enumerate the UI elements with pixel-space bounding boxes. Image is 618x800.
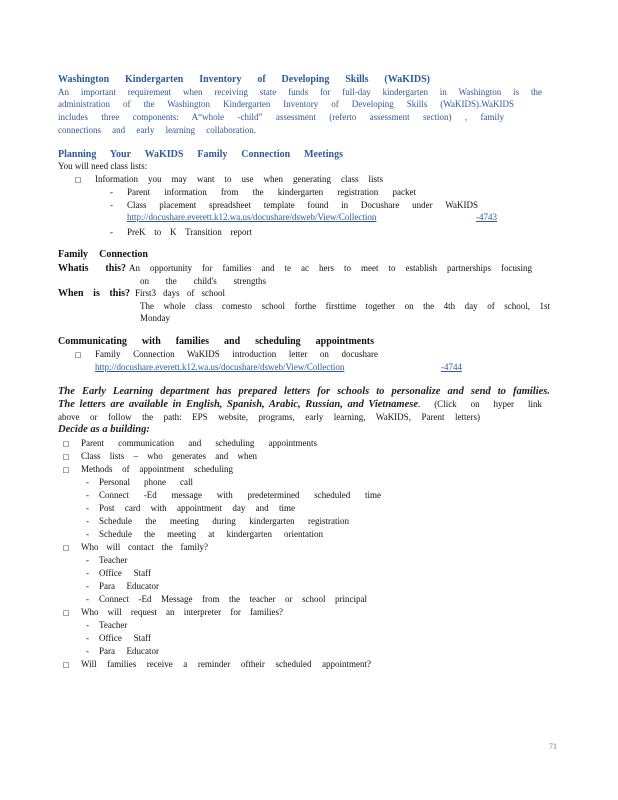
list-bullet (62, 451, 70, 463)
when-is-this-label: When is this? (58, 288, 130, 299)
decide-item: Parent communication and scheduling appointments (81, 438, 317, 448)
dash-bullet: - (86, 555, 89, 565)
bullet (74, 349, 82, 361)
checkbox-bullet-icon: □ (62, 544, 70, 552)
checkbox-bullet-icon: □ (74, 176, 82, 184)
page-number: 71 (549, 742, 557, 751)
list-bullet (62, 542, 70, 554)
dash-bullet: - (86, 516, 89, 526)
what-is-this-text-cont: on the child's strengths (140, 276, 266, 286)
list-bullet (62, 438, 70, 450)
dash-bullet: - (86, 594, 89, 604)
list-bullet (62, 607, 70, 619)
dash-bullet: - (86, 581, 89, 591)
checkbox-bullet-icon: □ (62, 466, 70, 474)
dash-bullet: - (86, 503, 89, 513)
intro-line-1: An important requirement when receiving state funds for full-day kindergarten in Washington is the (58, 87, 542, 97)
what-is-this-text: An opportunity for families and te ac hers to meet to establish partnerships focusing (129, 263, 532, 273)
early-learning-line-2: The letters are available in English, Spanish, Arabic, Russian, and Vietnamese (58, 399, 418, 410)
early-learning-line-2-tail: . (Click on hyper link (418, 399, 542, 409)
decide-heading: Decide as a building: (58, 424, 150, 435)
decide-sub-item: Teacher (99, 555, 128, 565)
dash-bullet: - (86, 568, 89, 578)
docushare-link-4743-suffix[interactable]: -4743 (476, 212, 497, 222)
list-bullet (62, 464, 70, 476)
intro-line-3: includes three components: A“whole -child” assessment (referto assessment section) , family (58, 112, 504, 122)
planning-heading: Planning Your WaKIDS Family Connection Meetings (58, 149, 343, 160)
docushare-link-4744[interactable]: http://docushare.everett.k12.wa.us/docushare/dsweb/View/Collection (95, 362, 345, 372)
info-item: Information you may want to use when generating class lists (95, 174, 383, 184)
when-is-this-text: First3 days of school (135, 288, 225, 298)
dash-bullet: - (86, 490, 89, 500)
decide-item: Methods of appointment scheduling (81, 464, 233, 474)
checkbox-bullet-icon: □ (62, 661, 70, 669)
decide-sub-item: Schedule the meeting at kindergarten orientation (99, 529, 323, 539)
decide-sub-item: Connect -Ed Message from the teacher or school principal (99, 594, 367, 604)
wakids-title: Washington Kindergarten Inventory of Developing Skills (WaKIDS) (58, 74, 430, 85)
dash-bullet: - (110, 227, 113, 237)
early-learning-line-1: The Early Learning department has prepared letters for schools to personalize and send to families. (58, 386, 550, 397)
introduction-letter-item: Family Connection WaKIDS introduction letter on docushare (95, 349, 378, 359)
decide-sub-item: Teacher (99, 620, 128, 630)
decide-sub-item: Para Educator (99, 646, 159, 656)
dash-bullet: - (86, 477, 89, 487)
prek-transition-item: PreK to K Transition report (127, 227, 252, 237)
sub-item-parent-info: Parent information from the kindergarten registration packet (127, 187, 416, 197)
dash-bullet: - (86, 646, 89, 656)
class-lists-intro: You will need class lists: (58, 161, 148, 171)
decide-sub-item: Personal phone call (99, 477, 193, 487)
when-is-this-detail-cont: Monday (140, 313, 170, 323)
intro-line-2: administration of the Washington Kindergarten Inventory of Developing Skills (WaKIDS).WaKIDS (58, 99, 514, 109)
intro-line-4: connections and early learning collaboration. (58, 125, 256, 135)
checkbox-bullet-icon: □ (62, 453, 70, 461)
decide-sub-item: Office Staff (99, 633, 151, 643)
dash-bullet: - (110, 187, 113, 197)
decide-sub-item: Connect -Ed message with predetermined scheduled time (99, 490, 381, 500)
early-learning-line-3: above or follow the path: EPS website, programs, early learning, WaKIDS, Parent letters) (58, 412, 480, 422)
checkbox-bullet-icon: □ (74, 351, 82, 359)
decide-sub-item: Office Staff (99, 568, 151, 578)
decide-item: Will families receive a reminder oftheir scheduled appointment? (81, 659, 371, 669)
family-connection-heading: Family Connection (58, 249, 148, 260)
when-is-this-detail: The whole class comesto school forthe firsttime together on the 4th day of school, 1st (140, 301, 550, 311)
decide-item: Who will request an interpreter for families? (81, 607, 283, 617)
decide-sub-item: Post card with appointment day and time (99, 503, 295, 513)
decide-sub-item: Schedule the meeting during kindergarten registration (99, 516, 349, 526)
what-is-this-label: Whatis this? (58, 263, 126, 274)
sub-item-class-placement: Class placement spreadsheet template found in Docushare under WaKIDS (127, 200, 478, 210)
checkbox-bullet-icon: □ (62, 440, 70, 448)
info-bullet (74, 174, 82, 186)
docushare-link-4743[interactable]: http://docushare.everett.k12.wa.us/docushare/dsweb/View/Collection (127, 212, 377, 222)
dash-bullet: - (110, 200, 113, 210)
dash-bullet: - (86, 620, 89, 630)
decide-item: Class lists – who generates and when (81, 451, 257, 461)
decide-item: Who will contact the family? (81, 542, 208, 552)
docushare-link-4744-suffix[interactable]: -4744 (441, 362, 462, 372)
checkbox-bullet-icon: □ (62, 609, 70, 617)
list-bullet (62, 659, 70, 671)
decide-sub-item: Para Educator (99, 581, 159, 591)
dash-bullet: - (86, 529, 89, 539)
dash-bullet: - (86, 633, 89, 643)
communicating-heading: Communicating with families and scheduling appointments (58, 336, 374, 347)
